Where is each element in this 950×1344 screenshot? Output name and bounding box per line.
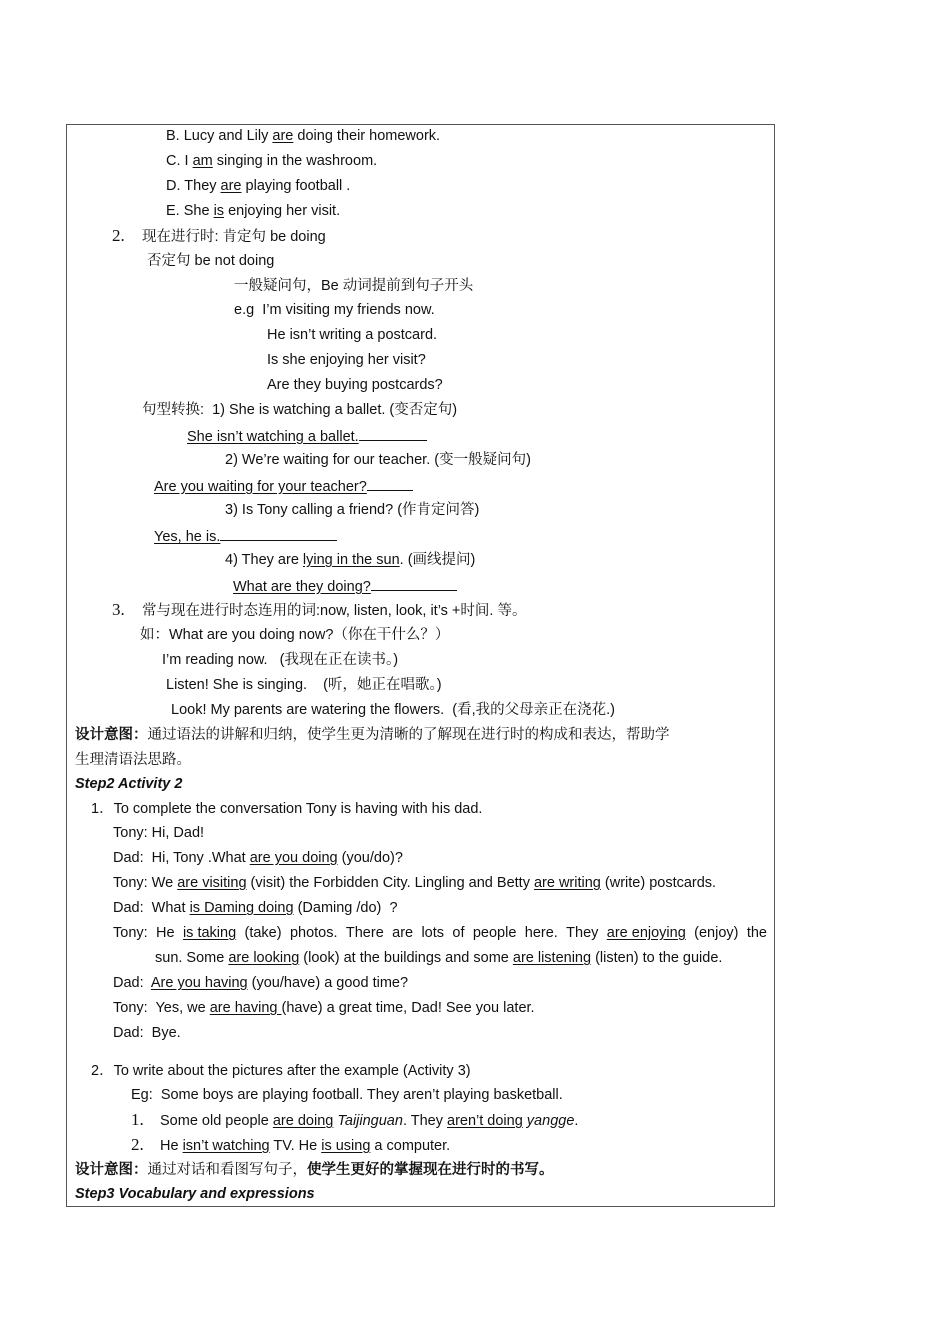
example-question: 如：What are you doing now?（你在干什么？） <box>140 627 450 643</box>
dialogue-line: sun. Some are looking (look) at the buildings and some are listening (listen) to the guide. <box>155 950 723 966</box>
grammar-question: 一般疑问句，Be 动词提前到句子开头 <box>234 278 474 294</box>
example-sentence: Eg: Some boys are playing football. They aren’t playing basketball. <box>131 1087 563 1103</box>
transform-task-3: 3) Is Tony calling a friend? (作肯定问答) <box>225 502 480 518</box>
design-intent-2: 设计意图：通过对话和看图写句子，使学生更好的掌握现在进行时的书写。 <box>75 1162 554 1178</box>
transform-answer-2: Are you waiting for your teacher? <box>154 476 413 496</box>
option-c: C. I am singing in the washroom. <box>166 153 378 169</box>
dialogue-line-justified: Tony: He is taking (take) photos. There are lots of people here. They are enjoying (enjoy) the <box>113 925 767 941</box>
design-intent-1-cont: 生理清语法思路。 <box>75 752 191 768</box>
item-number: 2. <box>131 1135 144 1154</box>
transform-task-4: 4) They are lying in the sun. (画线提问) <box>225 552 476 568</box>
task-1: 1．To complete the conversation Tony is having with his dad. <box>91 801 483 817</box>
write-answer-1: Some old people are doing Taijinguan. They aren’t doing yangge. <box>160 1113 579 1129</box>
example-line: e.g I’m visiting my friends now. <box>234 302 435 318</box>
dialogue-line: Tony: Hi, Dad! <box>113 825 205 841</box>
time-words-line: 常与现在进行时态连用的词:now, listen, look, it’s +时间. 等。 <box>142 603 527 619</box>
example-answer: I’m reading now. (我现在正在读书。) <box>162 652 399 668</box>
transform-task-1: 句型转换: 1) She is watching a ballet. (变否定句) <box>142 402 458 418</box>
option-d: D. They are playing football . <box>166 178 351 194</box>
design-intent-1: 设计意图：通过语法的讲解和归纳，使学生更为清晰的了解现在进行时的构成和表达，帮助学 <box>75 727 670 743</box>
option-b: B. Lucy and Lily are doing their homework. <box>166 128 441 144</box>
example-line: He isn’t writing a postcard. <box>267 327 438 343</box>
dialogue-line: Dad: What is Daming doing (Daming /do) ? <box>113 900 398 916</box>
example-line: Is she enjoying her visit? <box>267 352 426 368</box>
transform-answer-3: Yes, he is. <box>154 526 337 546</box>
task-2: 2．To write about the pictures after the example (Activity 3) <box>91 1063 471 1079</box>
transform-task-2: 2) We’re waiting for our teacher. (变一般疑问句) <box>225 452 531 468</box>
dialogue-line: Tony: Yes, we are having (have) a great time, Dad! See you later. <box>113 1000 535 1016</box>
item-number: 1. <box>131 1110 144 1129</box>
example-look: Look! My parents are watering the flowers. (看,我的父母亲正在浇花.) <box>171 702 615 718</box>
step3-title: Step3 Vocabulary and expressions <box>75 1186 315 1202</box>
grammar-negative: 否定句 be not doing <box>147 253 275 269</box>
dialogue-line: Dad: Bye. <box>113 1025 181 1041</box>
step2-title: Step2 Activity 2 <box>75 776 183 792</box>
dialogue-line: Dad: Hi, Tony .What are you doing (you/do)? <box>113 850 403 866</box>
transform-answer-4: What are they doing? <box>233 576 457 596</box>
write-answer-2: He isn’t watching TV. He is using a computer. <box>160 1138 451 1154</box>
dialogue-line: Dad: Are you having (you/have) a good time? <box>113 975 409 991</box>
grammar-affirmative: 现在进行时: 肯定句 be doing <box>142 229 326 245</box>
example-listen: Listen! She is singing. (听，她正在唱歌。) <box>166 677 442 693</box>
item-number-2: 2. <box>112 226 125 245</box>
item-number-3: 3. <box>112 600 125 619</box>
example-line: Are they buying postcards? <box>267 377 443 393</box>
dialogue-line: Tony: We are visiting (visit) the Forbidden City. Lingling and Betty are writing (write) postcards. <box>113 875 717 891</box>
option-e: E. She is enjoying her visit. <box>166 203 341 219</box>
transform-answer-1: She isn’t watching a ballet. <box>187 426 427 446</box>
